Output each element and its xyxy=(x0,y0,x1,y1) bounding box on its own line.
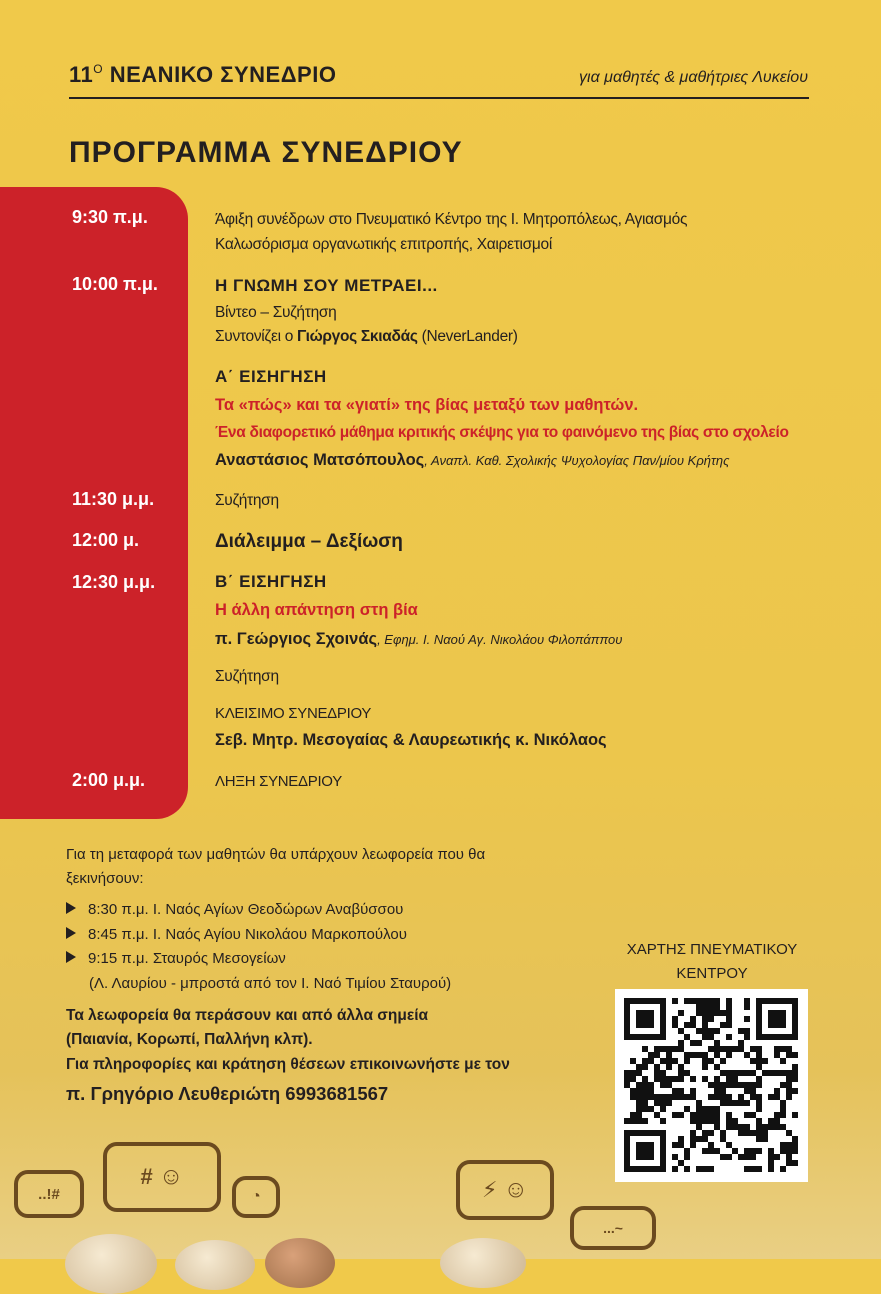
bus-stop-item: 8:30 π.μ. Ι. Ναός Αγίων Θεοδώρων Αναβύσσου xyxy=(66,901,403,918)
transport-intro: Για τη μεταφορά των μαθητών θα υπάρχουν λεωφορεία που θα xyxy=(66,846,486,863)
header-divider xyxy=(69,97,809,99)
arrow-right-icon xyxy=(66,951,76,963)
schedule-text: Συζήτηση xyxy=(215,492,279,509)
speech-bubble-icon: ⚡ ☺ xyxy=(456,1160,554,1220)
bus-stop-note: (Λ. Λαυρίου - μπροστά από τον Ι. Ναό Τιμίου Σταυρού) xyxy=(89,975,452,992)
speech-bubble-icon: # ☺ xyxy=(103,1142,221,1212)
time-label: 11:30 μ.μ. xyxy=(72,489,155,509)
qr-label: ΧΑΡΤΗΣ ΠΝΕΥΜΑΤΙΚΟΥ ΚΕΝΤΡΟΥ xyxy=(626,941,798,982)
transport-note: Για πληροφορίες και κράτηση θέσεων επικοινωνήστε με τον xyxy=(66,1056,510,1073)
talk-b-speaker: π. Γεώργιος Σχοινάς, Εφημ. Ι. Ναού Αγ. Νικολάου Φιλοπάππου xyxy=(215,630,623,648)
decorative-ball xyxy=(175,1240,255,1290)
event-title: $11^O$ ΝΕΑΝΙΚΟ ΣΥΝΕΔΡΙΟ xyxy=(69,62,337,87)
closing-heading: ΚΛΕΙΣΙΜΟ ΣΥΝΕΔΡΙΟΥ xyxy=(215,705,372,722)
schedule-text: Άφιξη συνέδρων στο Πνευματικό Κέντρο της Ι. Μητροπόλεως, Αγιασμός xyxy=(215,211,688,228)
time-label: 12:00 μ. xyxy=(72,530,140,550)
moderator-line: Συντονίζει ο Γιώργος Σκιαδάς (NeverLander) xyxy=(215,328,518,345)
speech-bubble-icon: ...~ xyxy=(570,1206,656,1250)
transport-note: (Παιανία, Κορωπί, Παλλήνη κλπ). xyxy=(66,1031,313,1048)
bus-stop-item: 9:15 π.μ. Σταυρός Μεσογείων xyxy=(66,950,286,967)
break-label: Διάλειμμα – Δεξίωση xyxy=(215,531,403,552)
time-label: 12:30 μ.μ. xyxy=(72,572,156,592)
end-label: ΛΗΞΗ ΣΥΝΕΔΡΙΟΥ xyxy=(215,773,342,790)
talk-a-speaker: Αναστάσιος Ματσόπουλος, Αναπλ. Καθ. Σχολικής Ψυχολογίας Παν/μίου Κρήτης xyxy=(215,451,730,469)
audience-subtitle: για μαθητές & μαθήτριες Λυκείου xyxy=(579,69,808,86)
transport-intro: ξεκινήσουν: xyxy=(66,870,144,887)
time-label: 9:30 π.μ. xyxy=(72,207,148,227)
talk-b-title: Η άλλη απάντηση στη βία xyxy=(215,601,418,619)
speech-bubble-icon: ◔ xyxy=(232,1176,280,1218)
talk-a-heading: Α΄ ΕΙΣΗΓΗΣΗ xyxy=(215,367,327,386)
schedule-text: Καλωσόρισμα οργανωτικής επιτροπής, Χαιρετισμοί xyxy=(215,236,553,253)
talk-b-heading: Β΄ ΕΙΣΗΓΗΣΗ xyxy=(215,572,327,591)
speech-bubble-icon: ..!# xyxy=(14,1170,84,1218)
qr-code[interactable] xyxy=(615,989,808,1182)
contact-line: π. Γρηγόριο Λευθεριώτη 6993681567 xyxy=(66,1083,389,1104)
qr-code-image xyxy=(615,989,808,1182)
session-heading: Η ΓΝΩΜΗ ΣΟΥ ΜΕΤΡΑΕΙ... xyxy=(215,276,438,295)
arrow-right-icon xyxy=(66,902,76,914)
page-title: ΠΡΟΓΡΑΜΜΑ ΣΥΝΕΔΡΙΟΥ xyxy=(69,136,463,169)
schedule-text: Συζήτηση xyxy=(215,668,279,685)
schedule-text: Βίντεο – Συζήτηση xyxy=(215,304,337,321)
arrow-right-icon xyxy=(66,927,76,939)
bus-stop-item: 8:45 π.μ. Ι. Ναός Αγίου Νικολάου Μαρκοπούλου xyxy=(66,926,407,943)
closing-by: Σεβ. Μητρ. Μεσογαίας & Λαυρεωτικής κ. Νικόλαος xyxy=(215,731,607,749)
talk-a-title: Τα «πώς» και τα «γιατί» της βίας μεταξύ των μαθητών. xyxy=(215,396,639,414)
transport-note: Τα λεωφορεία θα περάσουν και από άλλα σημεία xyxy=(66,1007,429,1024)
decorative-ball xyxy=(440,1238,526,1288)
time-label: 10:00 π.μ. xyxy=(72,274,158,294)
decorative-ball xyxy=(65,1234,157,1294)
decorative-ball xyxy=(265,1238,335,1288)
talk-a-subtitle: Ένα διαφορετικό μάθημα κριτικής σκέψης για το φαινόμενο της βίας στο σχολείο xyxy=(215,424,789,441)
time-label: 2:00 μ.μ. xyxy=(72,770,146,790)
